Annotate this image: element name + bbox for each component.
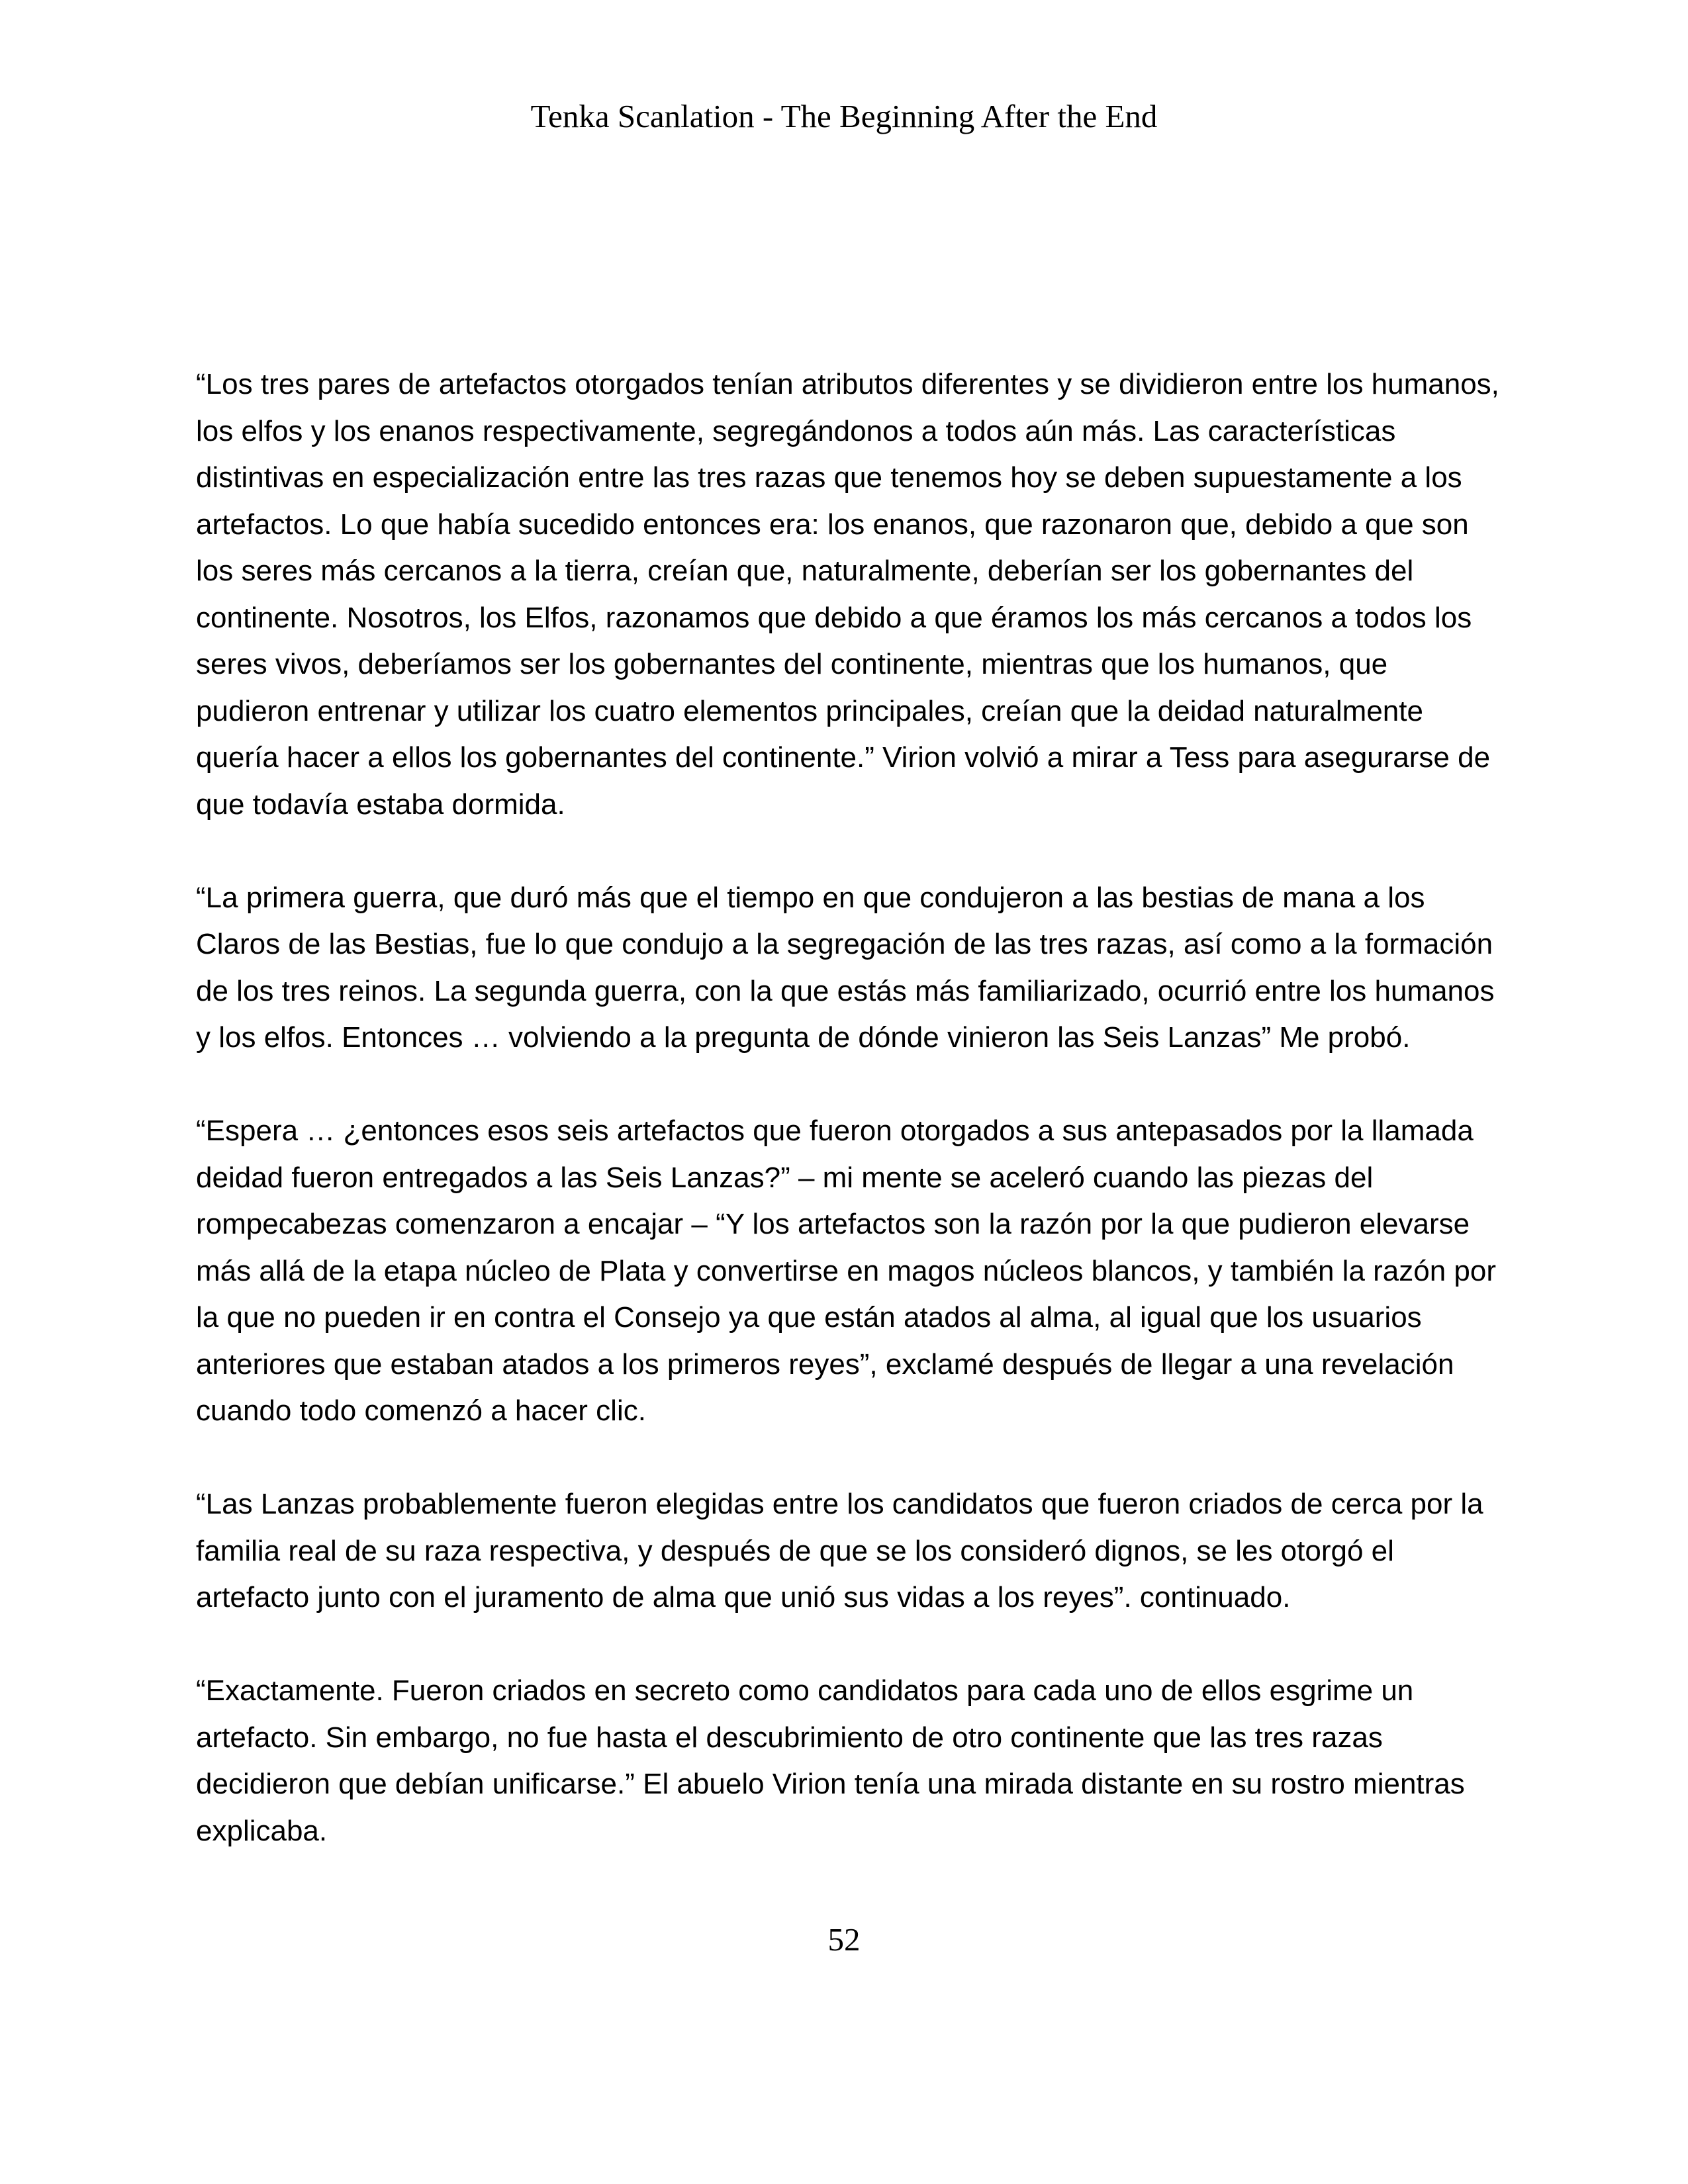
paragraph-4: “Las Lanzas probablemente fueron elegidas entre los candidatos que fueron criados de cerca por la familia real de su raza respectiva, y después de que se los consideró dignos, se les otorgó el artefacto junto con el juramento de alma que unió sus vidas a los reyes”. continuado. bbox=[196, 1488, 1483, 1614]
body-text bbox=[196, 361, 1507, 1901]
page-header: Tenka Scanlation - The Beginning After the End bbox=[530, 98, 1158, 134]
paragraph-2: “La primera guerra, que duró más que el tiempo en que condujeron a las bestias de mana a los Claros de las Bestias, fue lo que condujo a la segregación de las tres razas, así como a la formación de los tres reinos. La segunda guerra, con la que estás más familiarizado, ocurrió entre los humanos y los elfos. Entonces … volviendo a la pregunta de dónde vinieron las Seis Lanzas” Me probó. bbox=[196, 881, 1495, 1054]
paragraph-5: “Exactamente. Fueron criados en secreto como candidatos para cada uno de ellos esgrime un artefacto. Sin embargo, no fue hasta el descubrimiento de otro continente que las tres razas decidieron que debían unificarse.” El abuelo Virion tenía una mirada distante en su rostro mientras explicaba. bbox=[196, 1674, 1465, 1847]
page-number: 52 bbox=[827, 1921, 861, 1958]
paragraph-3: “Espera … ¿entonces esos seis artefactos que fueron otorgados a sus antepasados por la llamada deidad fueron entregados a las Seis Lanzas?” – mi mente se aceleró cuando las piezas del rompecabezas comenzaron a encajar – “Y los artefactos son la razón por la que pudieron elevarse más allá de la etapa núcleo de Plata y convertirse en magos núcleos blancos, y también la razón por la que no pueden ir en contra el Consejo ya que están atados al alma, al igual que los usuarios anteriores que estaban atados a los primeros reyes”, exclamé después de llegar a una revelación cuando todo comenzó a hacer clic. bbox=[196, 1115, 1497, 1427]
paragraph-1: “Los tres pares de artefactos otorgados tenían atributos diferentes y se dividieron entre los humanos, los elfos y los enanos respectivamente, segregándonos a todos aún más. Las características distintivas en especialización entre las tres razas que tenemos hoy se deben supuestamente a los artefactos. Lo que había sucedido entonces era: los enanos, que razonaron que, debido a que son los seres más cercanos a la tierra, creían que, naturalmente, deberían ser los gobernantes del continente. Nosotros, los Elfos, razonamos que debido a que éramos los más cercanos a todos los seres vivos, deberíamos ser los gobernantes del continente, mientras que los humanos, que pudieron entrenar y utilizar los cuatro elementos principales, creían que la deidad naturalmente quería hacer a ellos los gobernantes del continente.” Virion volvió a mirar a Tess para asegurarse de que todavía estaba dormida. bbox=[196, 368, 1499, 821]
